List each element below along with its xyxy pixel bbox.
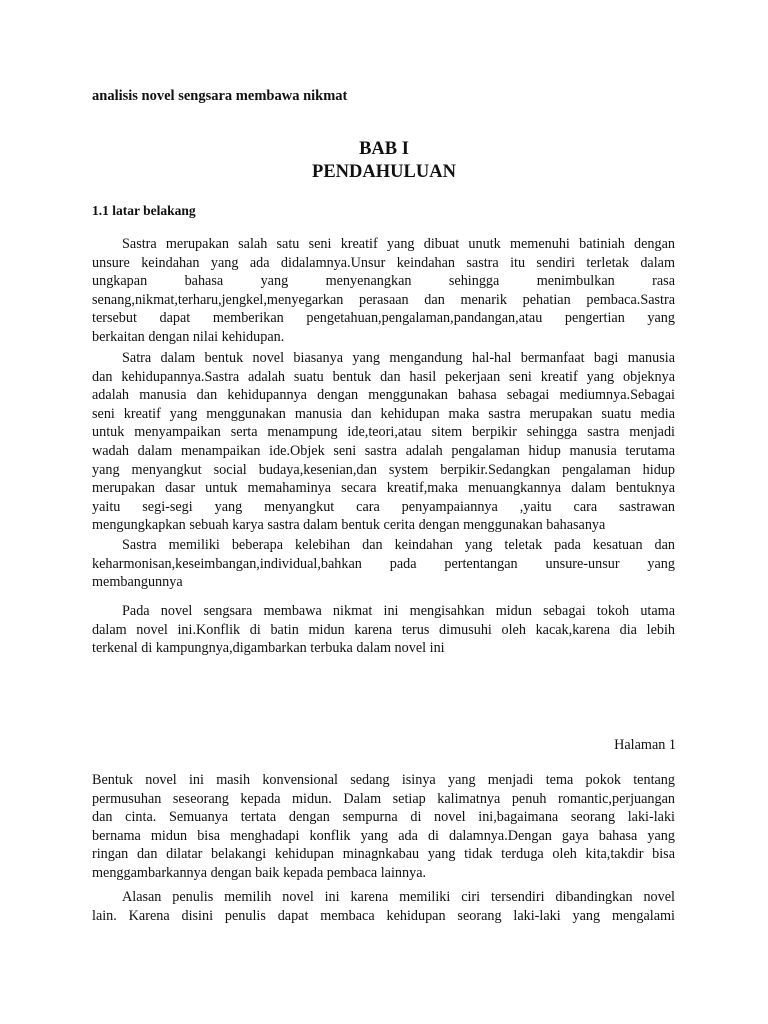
text-line: unsure keindahan yang ada didalamnya.Unsur keindahan sastra itu sendiri terletak dalam: [92, 254, 675, 271]
page-number: Halaman 1: [614, 737, 676, 753]
text-line: untuk menyampaikan serta menampung ide,teori,atau sitem berpikir sehingga sastra menjadi: [92, 424, 675, 441]
text-line: adalah manusia dan kehidupannya dengan menggunakan bahasa sebagai mediumnya.Sebagai: [92, 387, 675, 404]
section-heading: 1.1 latar belakang: [92, 203, 196, 218]
text-line: Alasan penulis memilih novel ini karena memiliki ciri tersendiri dibandingkan novel: [122, 889, 675, 905]
paragraph: [92, 888, 675, 925]
text-line: dan cinta. Semuanya tertata dengan sempurna di novel ini,bagaimana seorang laki-laki: [92, 809, 675, 826]
paragraph: [92, 602, 675, 658]
text-line: Pada novel sengsara membawa nikmat ini mengisahkan midun sebagai tokoh utama: [122, 603, 675, 619]
paragraph: [92, 536, 675, 592]
paragraph: [92, 235, 675, 347]
text-line: membangunnya: [92, 574, 183, 591]
text-line: Sastra memiliki beberapa kelebihan dan keindahan yang teletak pada kesatuan dan: [122, 537, 675, 553]
text-line: yang menyangkut social budaya,kesenian,dan system berpikir.Sedangkan pengalaman hidup: [92, 461, 675, 478]
text-line: terkenal di kampungnya,digambarkan terbuka dalam novel ini: [92, 640, 445, 657]
text-line: mengungkapkan sebuah karya sastra dalam bentuk cerita dengan menggunakan bahasanya: [92, 517, 606, 534]
text-line: tersebut dapat memberikan pengetahuan,pengalaman,pandangan,atau pengertian yang: [92, 310, 675, 327]
text-line: Bentuk novel ini masih konvensional sedang isinya yang menjadi tema pokok tentang: [92, 772, 675, 788]
text-line: merupakan dasar untuk memahaminya secara kreatif,maka menuangkannya dalam bentuknya: [92, 480, 675, 497]
text-line: yaitu segi-segi yang menyangkut cara penyampaiannya ,yaitu cara sastrawan: [92, 498, 675, 515]
text-line: lain. Karena disini penulis dapat membaca kehidupan seorang laki-laki yang mengalami: [92, 907, 675, 924]
text-line: permusuhan seseorang kepada midun. Dalam setiap kalimatnya penuh romantic,perjuangan: [92, 790, 675, 807]
chapter-title: PENDAHULUAN: [312, 162, 456, 182]
text-line: wadah dalam menampaikan ide.Objek seni sastra adalah pengalaman hidup manusia terutama: [92, 442, 675, 459]
text-line: keharmonisan,keseimbangan,individual,bahkan pada pertentangan unsure-unsur yang: [92, 555, 675, 572]
document-title: analisis novel sengsara membawa nikmat: [92, 88, 348, 104]
text-line: berkaitan dengan nilai kehidupan.: [92, 328, 285, 345]
chapter-number: BAB I: [359, 139, 409, 159]
text-line: ringan dan dilatar belakangi kehidupan minagnkabau yang tidak terduga oleh kita,takdir bisa: [92, 846, 675, 863]
text-line: ungkapan bahasa yang menyenangkan sehingga menimbulkan rasa: [92, 273, 675, 290]
paragraph: [92, 349, 675, 535]
text-line: senang,nikmat,terharu,jengkel,menyegarkan perasaan dan menarik pehatian pembaca.Sastra: [92, 291, 675, 308]
text-line: dan kehidupannya.Sastra adalah suatu bentuk dan hasil pekerjaan seni kreatif yang objeknya: [92, 368, 675, 385]
text-line: dalam novel ini.Konflik di batin midun karena terus dimusuhi oleh kacak,karena dia lebih: [92, 621, 675, 638]
paragraph: [92, 771, 675, 883]
text-line: seni kreatif yang menggunakan manusia dan kehidupan maka sastra merupakan suatu media: [92, 405, 675, 422]
text-line: menggambarkannya dengan baik kepada pembaca lainnya.: [92, 864, 427, 881]
text-line: bernama midun bisa menghadapi konflik yang ada di dalamnya.Dengan gaya bahasa yang: [92, 827, 675, 844]
text-line: Sastra merupakan salah satu seni kreatif yang dibuat unutk memenuhi batiniah dengan: [122, 236, 675, 252]
text-line: Satra dalam bentuk novel biasanya yang mengandung hal-hal bermanfaat bagi manusia: [122, 350, 675, 366]
